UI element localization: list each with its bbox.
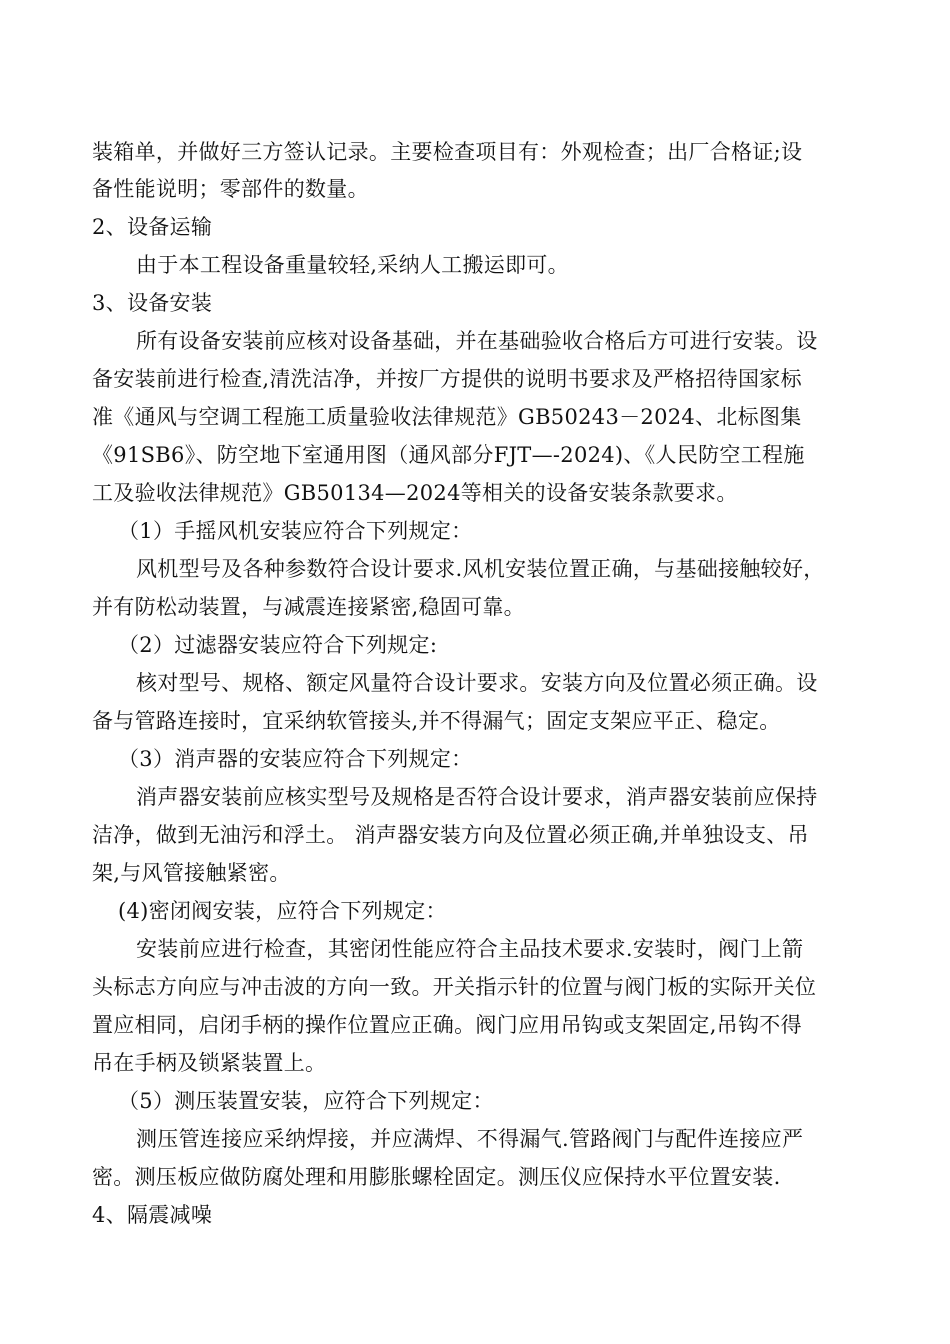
paragraph-line: 工及验收法律规范》GB50134—2024等相关的设备安装条款要求。 [92,481,738,505]
paragraph-line: 备与管路连接时，宜采纳软管接头,并不得漏气；固定支架应平正、稳定。 [92,709,781,733]
subsection-heading: （5）测压装置安装，应符合下列规定： [118,1089,494,1113]
paragraph-line: 密。测压板应做防腐处理和用膨胀螺栓固定。测压仪应保持水平位置安装. [92,1165,781,1189]
paragraph-line: 架,与风管接触紧密。 [92,861,291,885]
subsection-heading: （2）过滤器安装应符合下列规定: [118,633,438,657]
paragraph-line: 装箱单，并做好三方签认记录。主要检查项目有：外观检查；出厂合格证;设 [92,140,803,164]
paragraph-line: 核对型号、规格、额定风量符合设计要求。安装方向及位置必须正确。设 [136,671,818,695]
subsection-heading: (4)密闭阀安装，应符合下列规定： [118,899,447,923]
paragraph-line: 准《通风与空调工程施工质量验收法律规范》GB50243－2024、北标图集 [92,405,802,429]
paragraph-line: 由于本工程设备重量较轻,采纳人工搬运即可。 [136,253,569,277]
paragraph-line: 风机型号及各种参数符合设计要求.风机安装位置正确，与基础接触较好， [136,557,825,581]
paragraph-line: 《91SB6》、防空地下室通用图（通风部分FJT—-2024)、《人民防空工程施 [92,443,805,467]
section-heading: 2、设备运输 [92,215,213,239]
section-heading: 3、设备安装 [92,291,213,315]
paragraph-line: 消声器安装前应核实型号及规格是否符合设计要求，消声器安装前应保持 [136,785,818,809]
paragraph-line: 头标志方向应与冲击波的方向一致。开关指示针的位置与阀门板的实际开关位 [92,975,817,999]
paragraph-line: 洁净，做到无油污和浮土。 消声器安装方向及位置必须正确,并单独设支、吊 [92,823,809,847]
paragraph-line: 置应相同，启闭手柄的操作位置应正确。阀门应用吊钩或支架固定,吊钩不得 [92,1013,802,1037]
section-heading: 4、隔震减噪 [92,1203,213,1227]
paragraph-line: 测压管连接应采纳焊接，并应满焊、不得漏气.管路阀门与配件连接应严 [136,1127,804,1151]
paragraph-line: 吊在手柄及锁紧装置上。 [92,1051,327,1075]
paragraph-line: 安装前应进行检查，其密闭性能应符合主品技术要求.安装时，阀门上箭 [136,937,804,961]
paragraph-line: 备性能说明；零部件的数量。 [92,177,369,201]
paragraph-line: 并有防松动装置，与减震连接紧密,稳固可靠。 [92,595,525,619]
subsection-heading: （3）消声器的安装应符合下列规定： [118,747,473,771]
paragraph-line: 所有设备安装前应核对设备基础，并在基础验收合格后方可进行安装。设 [136,329,818,353]
paragraph-line: 备安装前进行检查,清洗洁净，并按厂方提供的说明书要求及严格招待国家标 [92,367,802,391]
subsection-heading: （1）手摇风机安装应符合下列规定： [118,519,473,543]
